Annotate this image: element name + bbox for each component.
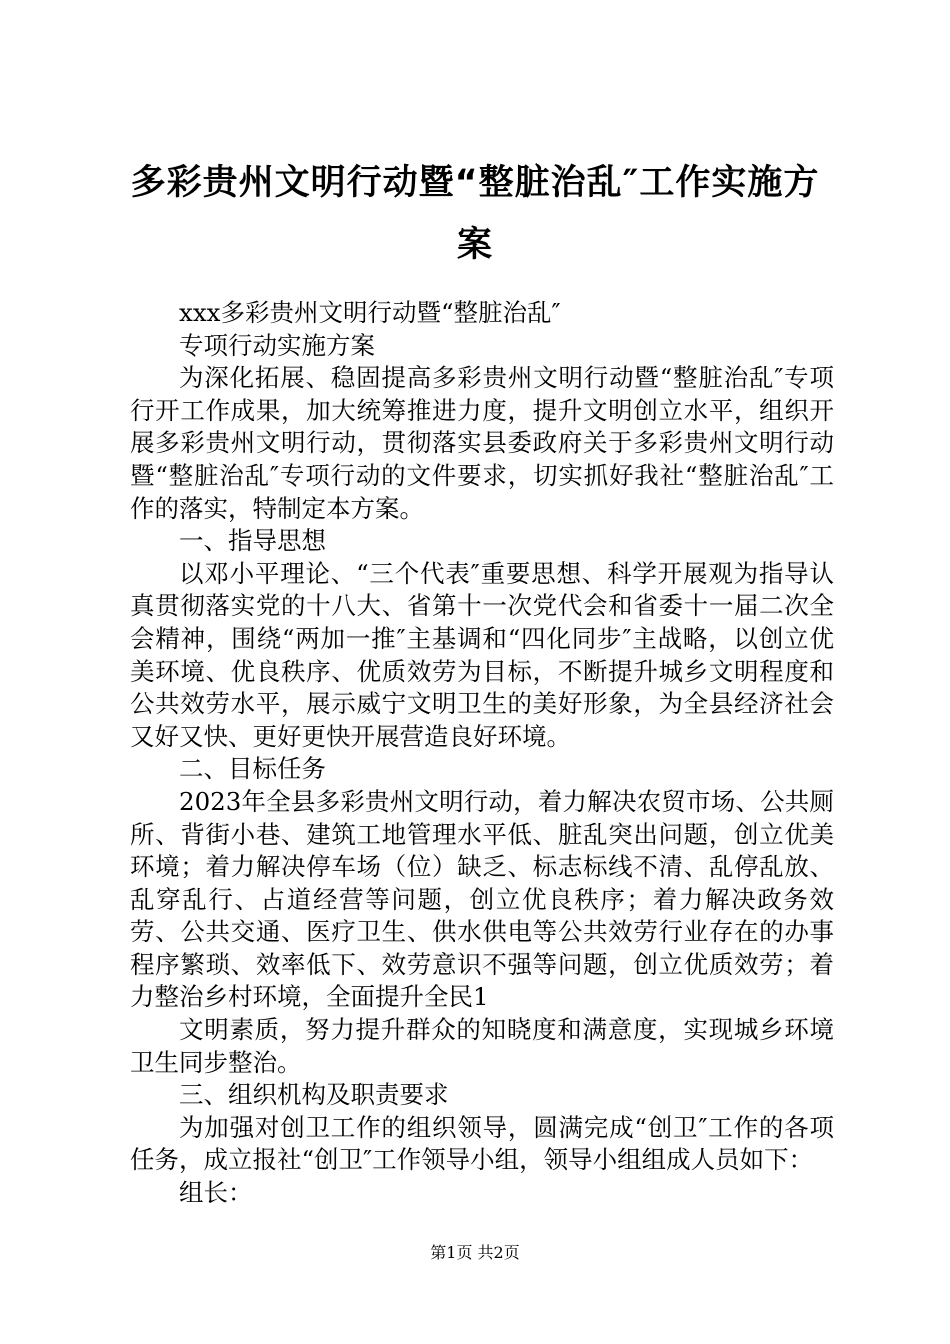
paragraph-organization: 为加强对创卫工作的组织领导，圆满完成“创卫″工作的各项任务，成立报社“创卫″工作领导小组，领导小组组成人员如下： — [130, 1112, 834, 1175]
document-title: 多彩贵州文明行动暨“整脏治乱″工作实施方案 — [130, 163, 820, 265]
paragraph-team-leader: 组长： — [179, 1178, 253, 1208]
paragraph-intro: 为深化拓展、稳固提高多彩贵州文明行动暨“整脏治乱″专项行开工作成果，加大统筹推进力度，提升文明创立水平，组织开展多彩贵州文明行动，贯彻落实县委政府关于多彩贵州文明行动暨“整脏治乱″专项行动的文件要求，切实抓好我社“整脏治乱″工作的落实，特制定本方案。 — [130, 363, 834, 523]
paragraph-heading-line-2: 专项行动实施方案 — [179, 330, 375, 360]
page-footer: 第1页 共2页 — [430, 1243, 520, 1262]
paragraph-goals-continued: 文明素质，努力提升群众的知晓度和满意度，实现城乡环境卫生同步整治。 — [130, 1015, 834, 1077]
paragraph-goals: 2023年全县多彩贵州文明行动，着力解决农贸市场、公共厕所、背街小巷、建筑工地管理水平低、脏乱突出问题，创立优美环境；着力解决停车场（位）缺乏、标志标线不清、乱停乱放、乱穿乱行、占道经营等问题，创立优良秩序；着力解决政务效劳、公共交通、医疗卫生、供水供电等公共效劳行业存在的办事程序繁琐、效率低下、效劳意识不强等问题，创立优质效劳；着力整治乡村环境，全面提升全民1 — [130, 786, 834, 1012]
section-heading-goals: 二、目标任务 — [179, 754, 326, 784]
paragraph-heading-line-1: xxx多彩贵州文明行动暨“整脏治乱″ — [179, 298, 561, 327]
document-body — [130, 297, 834, 1210]
paragraph-guiding-ideology: 以邓小平理论、“三个代表″重要思想、科学开展观为指导认真贯彻落实党的十八大、省第十一次党代会和省委十一届二次全会精神，围绕“两加一推″主基调和“四化同步″主战略，以创立优美环境、优良秩序、优质效劳为目标，不断提升城乡文明程度和公共效劳水平，展示威宁文明卫生的美好形象，为全县经济社会又好又快、更好更快开展营造良好环境。 — [130, 558, 834, 751]
section-heading-guiding-ideology: 一、指导思想 — [179, 526, 326, 556]
section-heading-organization: 三、组织机构及职责要求 — [179, 1080, 449, 1110]
